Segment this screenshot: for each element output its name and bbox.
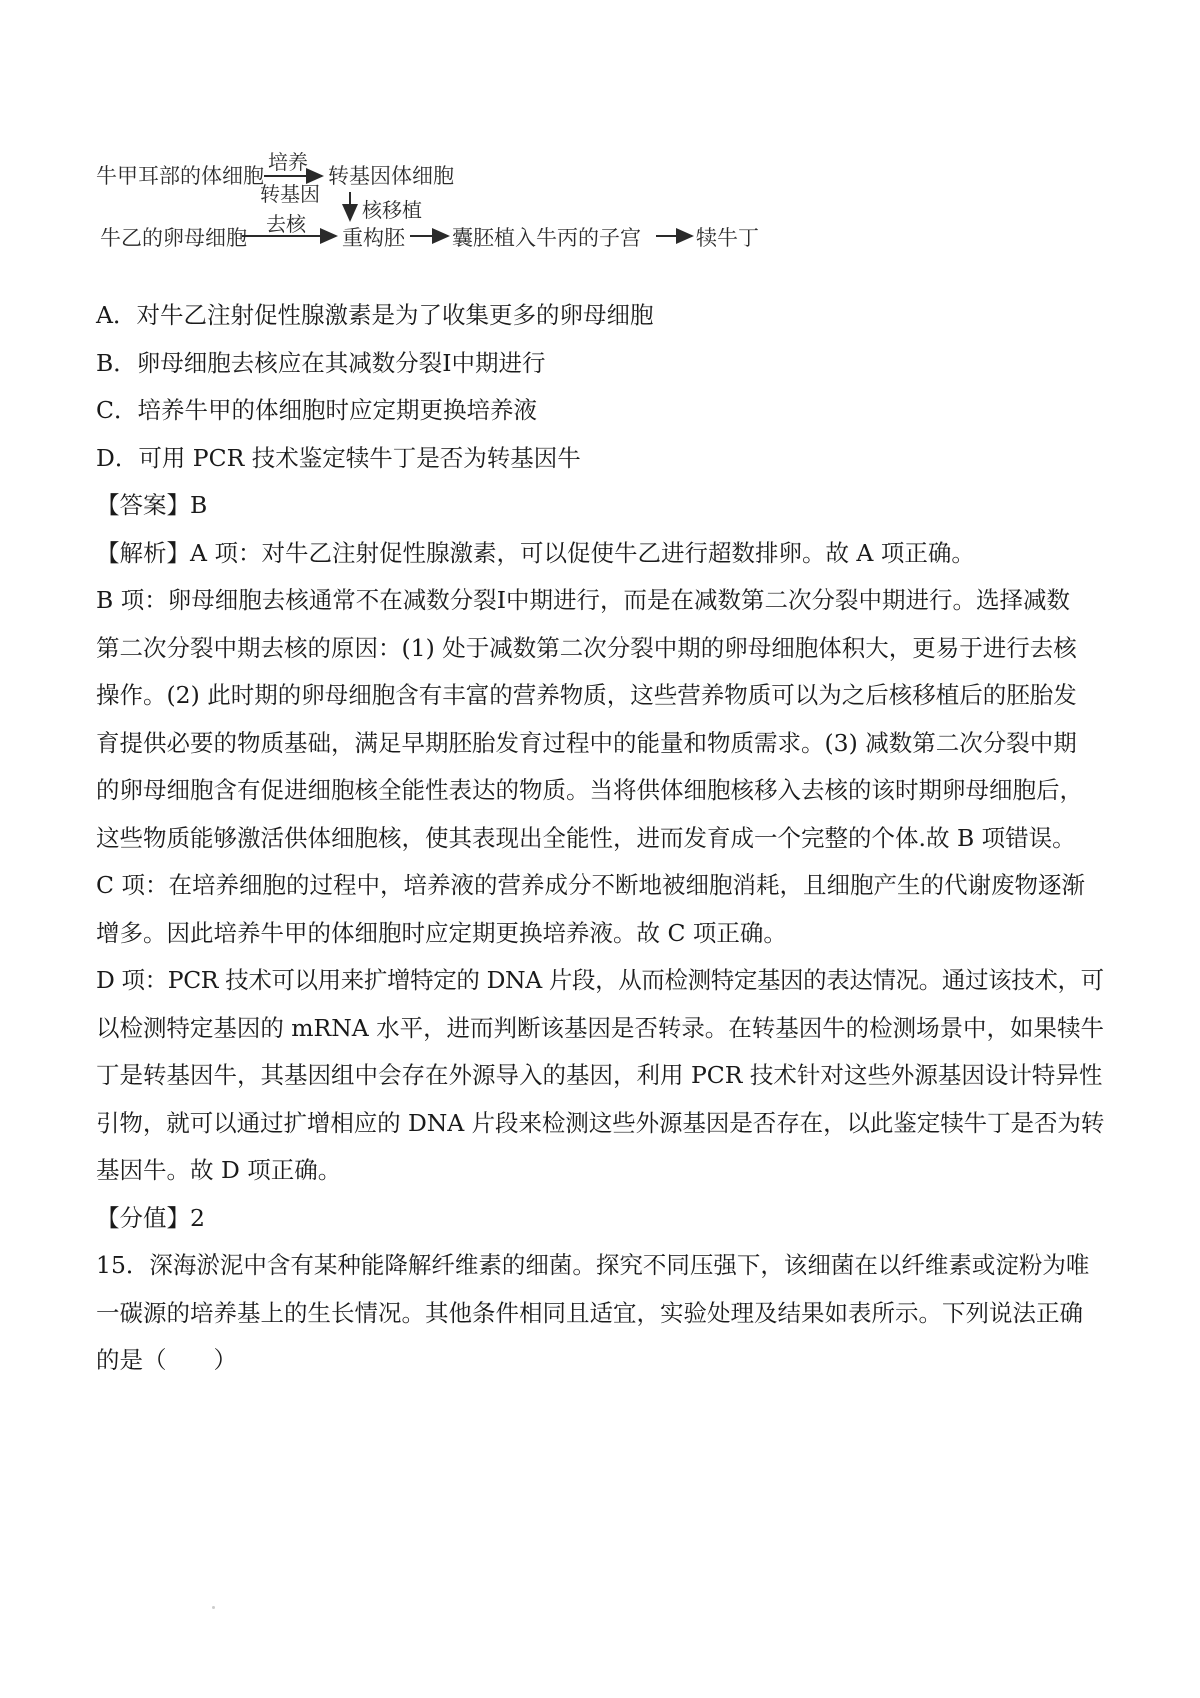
question-15-line: 的是（ ）	[96, 1346, 237, 1374]
node-blastocyst-transfer: 囊胚植入牛丙的子宫	[452, 226, 641, 250]
analysis-d	[96, 957, 1106, 1195]
node-reconstructed-embryo: 重构胚	[342, 226, 405, 250]
scan-speck	[212, 1606, 215, 1609]
analysis-c	[96, 862, 1106, 957]
node-cow-b-oocyte: 牛乙的卵母细胞	[100, 226, 247, 250]
analysis-b-line: 育提供必要的物质基础，满足早期胚胎发育过程中的能量和物质需求。(3) 减数第二次分裂中期	[96, 728, 1077, 757]
analysis-c-line: 增多。因此培养牛甲的体细胞时应定期更换培养液。故 C 项正确。	[96, 918, 787, 947]
nuclear-transfer-flow-diagram	[96, 150, 796, 280]
question-15-line: 15．深海淤泥中含有某种能降解纤维素的细菌。探究不同压强下，该细菌在以纤维素或淀粉为唯	[96, 1251, 1090, 1279]
analysis-b-line: 操作。(2) 此时期的卵母细胞含有丰富的营养物质，这些营养物质可以为之后核移植后的胚胎发	[96, 681, 1077, 709]
label-culture: 培养	[268, 150, 308, 174]
answer-line: 【答案】B	[96, 491, 208, 519]
label-nuclear-transfer: 核移植	[362, 198, 422, 222]
analysis-b-line: 这些物质能够激活供体细胞核，使其表现出全能性，进而发育成一个完整的个体.故 B 项错误。	[96, 823, 1076, 852]
analysis-a: 【解析】A 项：对牛乙注射促性腺激素，可以促使牛乙进行超数排卵。故 A 项正确。	[96, 538, 975, 567]
option-d: D．可用 PCR 技术鉴定犊牛丁是否为转基因牛	[96, 443, 581, 472]
option-b: B．卵母细胞去核应在其减数分裂Ⅰ中期进行	[96, 348, 546, 377]
analysis-d-line: 以检测特定基因的 mRNA 水平，进而判断该基因是否转录。在转基因牛的检测场景中，如果犊牛	[96, 1013, 1104, 1042]
analysis-d-line: 基因牛。故 D 项正确。	[96, 1156, 342, 1184]
question-content	[96, 292, 1106, 1385]
analysis-b	[96, 577, 1106, 862]
question-15	[96, 1242, 1106, 1385]
label-enucleation: 去核	[266, 212, 306, 236]
analysis-b-line: B 项：卵母细胞去核通常不在减数分裂Ⅰ中期进行，而是在减数第二次分裂中期进行。选择减数	[96, 586, 1071, 614]
question-15-line: 一碳源的培养基上的生长情况。其他条件相同且适宜，实验处理及结果如表所示。下列说法正确	[96, 1298, 1083, 1327]
analysis-c-line: C 项：在培养细胞的过程中，培养液的营养成分不断地被细胞消耗，且细胞产生的代谢废物逐渐	[96, 871, 1085, 899]
analysis-b-line: 第二次分裂中期去核的原因：(1) 处于减数第二次分裂中期的卵母细胞体积大，更易于进行去核	[96, 633, 1077, 662]
analysis-d-line: D 项：PCR 技术可以用来扩增特定的 DNA 片段，从而检测特定基因的表达情况。通过该技术，可	[96, 966, 1104, 994]
option-a: A．对牛乙注射促性腺激素是为了收集更多的卵母细胞	[96, 301, 654, 329]
node-cow-a-somatic-cell: 牛甲耳部的体细胞	[96, 164, 264, 188]
analysis-b-line: 的卵母细胞含有促进细胞核全能性表达的物质。当将供体细胞核移入去核的该时期卵母细胞后，	[96, 776, 1083, 804]
node-calf-d: 犊牛丁	[696, 226, 759, 250]
score-line: 【分值】2	[96, 1203, 205, 1232]
option-c: C．培养牛甲的体细胞时应定期更换培养液	[96, 396, 537, 424]
analysis-d-line: 丁是转基因牛，其基因组中会存在外源导入的基因，利用 PCR 技术针对这些外源基因设计特异性	[96, 1061, 1103, 1089]
node-transgenic-somatic-cell: 转基因体细胞	[328, 164, 454, 188]
label-transgene: 转基因	[260, 182, 320, 206]
analysis-d-line: 引物，就可以通过扩增相应的 DNA 片段来检测这些外源基因是否存在，以此鉴定犊牛丁是否为转	[96, 1108, 1105, 1137]
